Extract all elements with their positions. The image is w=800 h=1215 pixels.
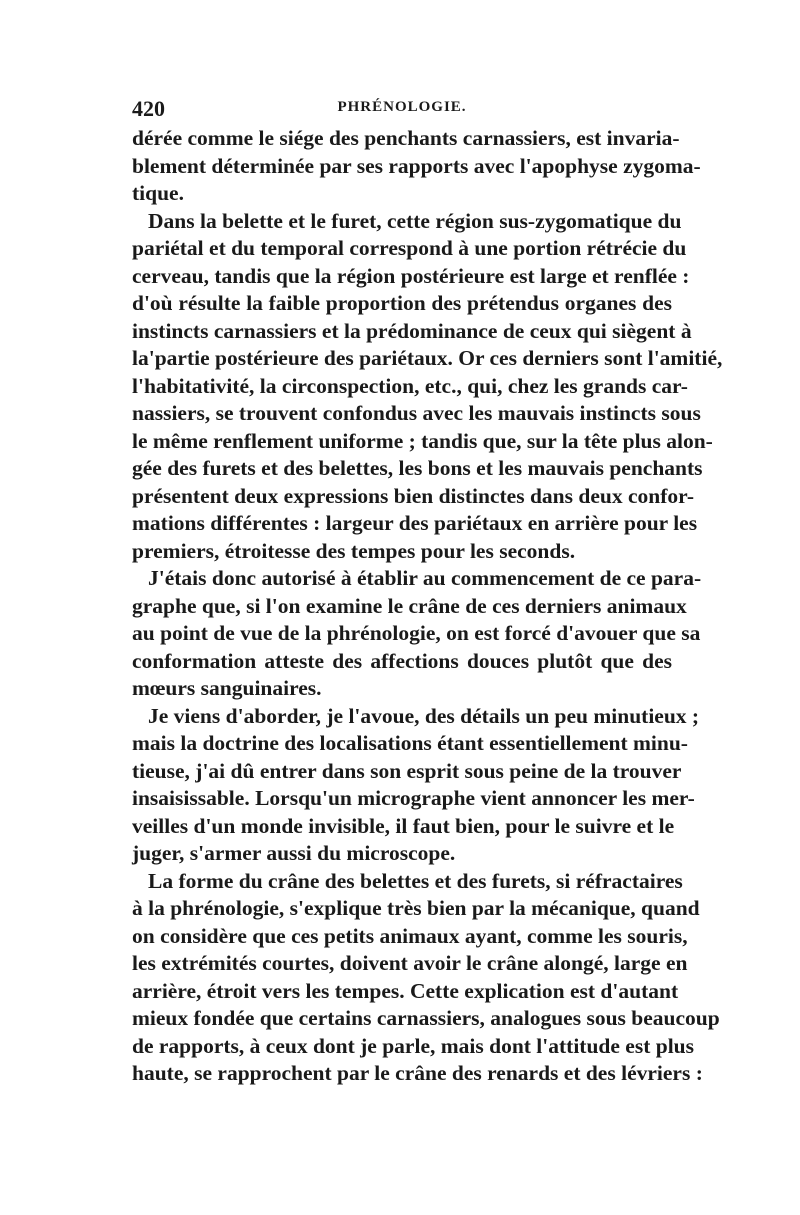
text-line: le même renflement uniforme ; tandis que, sur la tête plus alon- [132, 428, 713, 453]
text-line: tique. [132, 181, 184, 205]
paragraph [132, 703, 700, 868]
text-line: cerveau, tandis que la région postérieure est large et renflée : [132, 263, 690, 288]
running-title: PHRÉNOLOGIE. [337, 99, 467, 115]
paragraph [132, 868, 720, 1088]
paragraph [132, 125, 701, 208]
text-line: arrière, étroit vers les tempes. Cette explication est d'autant [132, 978, 679, 1003]
text-line: conformation atteste des affections douces plutôt que des [132, 648, 672, 673]
text-line: dérée comme le siége des penchants carnassiers, est invaria- [132, 126, 680, 150]
page-header [132, 96, 672, 122]
text-line: de rapports, à ceux dont je parle, mais dont l'attitude est plus [132, 1033, 694, 1058]
text-line: insaisissable. Lorsqu'un micrographe vient annoncer les mer- [132, 786, 695, 810]
text-line: on considère que ces petits animaux ayant, comme les souris, [132, 923, 688, 948]
text-line: nassiers, se trouvent confondus avec les mauvais instincts sous [132, 401, 701, 425]
text-line: mieux fondée que certains carnassiers, analogues sous beaucoup [132, 1006, 720, 1030]
text-line: veilles d'un monde invisible, il faut bien, pour le suivre et le [132, 813, 675, 838]
text-line: tieuse, j'ai dû entrer dans son esprit sous peine de la trouver [132, 758, 682, 783]
text-line: mœurs sanguinaires. [132, 676, 322, 700]
paragraph [132, 208, 723, 566]
text-line: la'partie postérieure des pariétaux. Or ces derniers sont l'amitié, [132, 346, 723, 370]
text-line: J'étais donc autorisé à établir au commencement de ce para- [148, 566, 702, 590]
text-line: pariétal et du temporal correspond à une portion rétrécie du [132, 236, 687, 260]
text-line: La forme du crâne des belettes et des furets, si réfractaires [148, 868, 683, 893]
text-line: Dans la belette et le furet, cette région sus-zygomatique du [148, 208, 682, 233]
text-line: haute, se rapprochent par le crâne des renards et des lévriers : [132, 1061, 703, 1085]
text-line: instincts carnassiers et la prédominance de ceux qui siègent à [132, 318, 692, 343]
text-line: au point de vue de la phrénologie, on est forcé d'avouer que sa [132, 621, 701, 645]
page-number: 420 [132, 96, 165, 121]
text-line: graphe que, si l'on examine le crâne de ces derniers animaux [132, 593, 687, 618]
body-text [132, 125, 723, 1088]
text-line: mais la doctrine des localisations étant essentiellement minu- [132, 731, 688, 755]
text-line: l'habitativité, la circonspection, etc., qui, chez les grands car- [132, 373, 688, 398]
text-line: d'où résulte la faible proportion des prétendus organes des [132, 291, 672, 315]
text-line: juger, s'armer aussi du microscope. [132, 841, 456, 865]
text-line: Je viens d'aborder, je l'avoue, des détails un peu minutieux ; [148, 703, 700, 728]
text-line: les extrémités courtes, doivent avoir le crâne alongé, large en [132, 951, 688, 975]
text-line: premiers, étroitesse des tempes pour les seconds. [132, 538, 576, 563]
text-line: blement déterminée par ses rapports avec l'apophyse zygoma- [132, 153, 701, 178]
text-line: gée des furets et des belettes, les bons et les mauvais penchants [132, 456, 703, 480]
text-line: présentent deux expressions bien distinctes dans deux confor- [132, 483, 695, 508]
paragraph [132, 565, 702, 703]
text-line: mations différentes : largeur des pariétaux en arrière pour les [132, 511, 698, 535]
text-line: à la phrénologie, s'explique très bien par la mécanique, quand [132, 896, 700, 920]
